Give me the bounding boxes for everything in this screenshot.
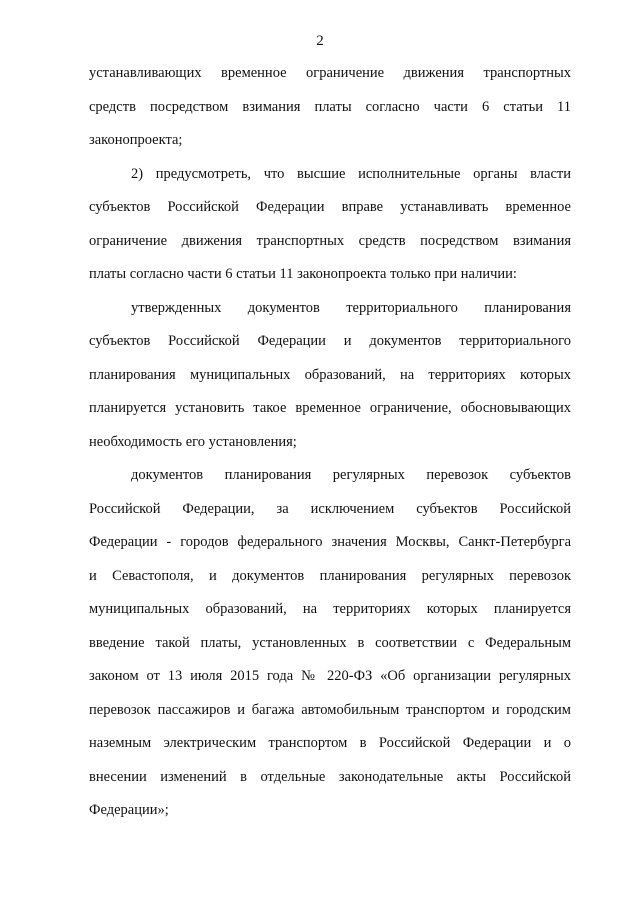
text-line: ограничение движения транспортных средств посредством взимания — [89, 233, 571, 249]
text-line: Федерации»; — [89, 802, 169, 818]
text-line: платы согласно части 6 статьи 11 законопроекта только при наличии: — [89, 266, 517, 282]
text-line: планирования муниципальных образований, на территориях которых — [89, 367, 571, 383]
text-line: муниципальных образований, на территориях которых планируется — [89, 601, 571, 617]
text-line: Федерации - городов федерального значения Москвы, Санкт-Петербурга — [89, 534, 571, 550]
text-line: утвержденных документов территориального планирования — [131, 300, 571, 316]
text-line: планируется установить такое временное ограничение, обосновывающих — [89, 400, 571, 416]
text-line: 2) предусмотреть, что высшие исполнительные органы власти — [131, 166, 571, 182]
text-line: законопроекта; — [89, 132, 183, 148]
text-line: законом от 13 июля 2015 года № 220-ФЗ «Об организации регулярных — [89, 668, 571, 684]
text-line: необходимость его установления; — [89, 434, 297, 450]
text-line: средств посредством взимания платы согласно части 6 статьи 11 — [89, 99, 571, 115]
text-line: Российской Федерации, за исключением субъектов Российской — [89, 501, 571, 517]
text-line: внесении изменений в отдельные законодательные акты Российской — [89, 769, 571, 785]
text-line: и Севастополя, и документов планирования регулярных перевозок — [89, 568, 571, 584]
text-line: субъектов Российской Федерации и документов территориального — [89, 333, 571, 349]
text-line: наземным электрическим транспортом в Российской Федерации и о — [89, 735, 571, 751]
text-line: субъектов Российской Федерации вправе устанавливать временное — [89, 199, 571, 215]
text-line: перевозок пассажиров и багажа автомобильным транспортом и городским — [89, 702, 571, 718]
text-line: введение такой платы, установленных в соответствии с Федеральным — [89, 635, 571, 651]
text-line: устанавливающих временное ограничение движения транспортных — [89, 65, 571, 81]
text-line: документов планирования регулярных перевозок субъектов — [131, 467, 571, 483]
page-number: 2 — [316, 33, 324, 49]
